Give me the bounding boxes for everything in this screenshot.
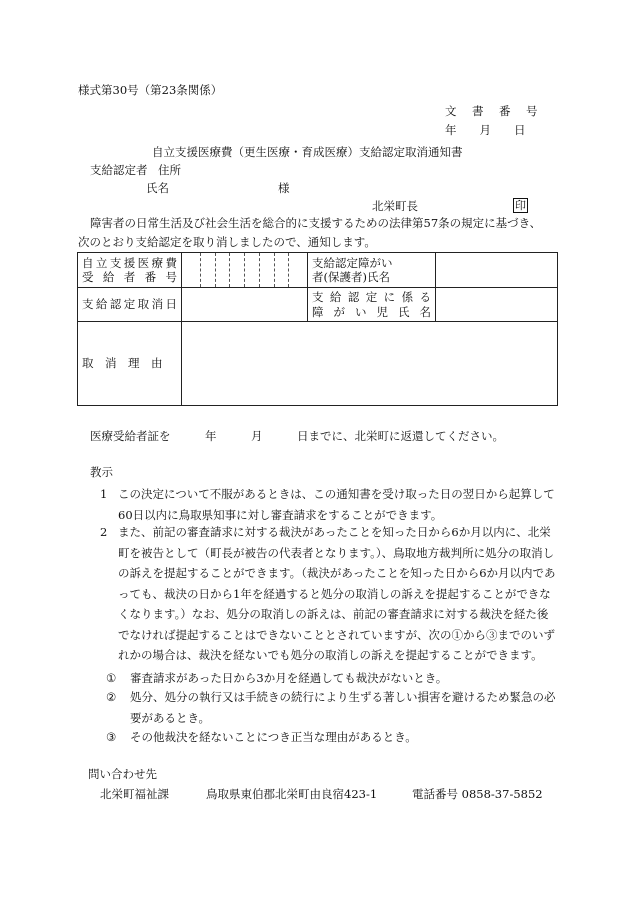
disabled-person-label-cell: [308, 253, 436, 288]
table-label-line: 受給者番号: [82, 270, 177, 284]
recipient-label: 支給認定者: [90, 163, 148, 177]
instruction-item-number: 2: [100, 525, 108, 539]
table-row: [78, 253, 558, 288]
recipient-number-label-cell: [78, 253, 182, 288]
instruction-heading: 教示: [90, 465, 113, 479]
seal-box: 印: [515, 199, 526, 212]
table-label-line: 者(保護者)氏名: [312, 270, 390, 284]
table-label-line: 支給認定障がい: [312, 255, 393, 270]
table-row: [78, 322, 558, 406]
disabled-person-name-field[interactable]: [436, 253, 558, 288]
instruction-item-1: この決定について不服があるときは、この通知書を受け取った日の翌日から起算して60日以内に鳥取県知事に対し審査請求をすることができます。: [118, 487, 555, 522]
digit-box: [289, 253, 303, 287]
intro-line-2: 次のとおり支給認定を取り消しましたので、通知します。: [78, 235, 376, 249]
digit-box: [201, 253, 216, 287]
form-id: 様式第30号（第23条関係）: [78, 83, 223, 97]
reason-label-cell: [78, 322, 182, 406]
instruction-item-2: また、前記の審査請求に対する裁決があったことを知った日から6か月以内に、北栄町を被告として（町長が被告の代表者となります。）、鳥取地方裁判所に処分の取消しの訴えを提起することができます。（裁決があったことを知った日から6か月以内であっても、裁決の日から1年を経過すると処分の取消しの訴えを提起することができなくなります。）なお、処分の取消しの訴えは、前記の審査請求に対する裁決を経た後でなければ提起することはできないこととされていますが、次の①から③までのいずれかの場合は、裁決を経ないでも処分の取消しの訴えを提起することができます。: [118, 525, 556, 662]
contact-department: 北栄町福祉課: [100, 787, 169, 801]
phone-number: 0858-37-5852: [461, 787, 543, 801]
sub-item-2: 処分、処分の執行又は手続きの続行により生ずる著しい損害を避けるため緊急の必要があるとき。: [130, 690, 556, 725]
sub-item-number: ②: [106, 690, 117, 704]
sub-item-1: 審査請求があった日から3か月を経過しても裁決がないとき。: [130, 671, 448, 685]
child-label-cell: [308, 288, 436, 322]
digit-box: [216, 253, 231, 287]
child-name-field[interactable]: [436, 288, 558, 322]
contact-phone: [412, 787, 543, 801]
reason-field[interactable]: [182, 322, 558, 406]
digit-boxes: [182, 253, 307, 287]
sub-item-3: その他裁決を経ないことにつき正当な理由があるとき。: [130, 730, 417, 744]
name-label: 氏名: [146, 181, 169, 195]
return-notice: 医療受給者証を 年 月 日までに、北栄町に返還してください。: [90, 429, 504, 443]
phone-label: 電話番号: [412, 787, 458, 801]
digit-box: [275, 253, 290, 287]
cancel-date-label-cell: [78, 288, 182, 322]
seal-mark: [513, 198, 528, 213]
contact-heading: 問い合わせ先: [88, 767, 157, 781]
intro-line-1: 障害者の日常生活及び社会生活を総合的に支援するための法律第57条の規定に基づき、: [90, 216, 542, 230]
certification-table: [77, 252, 558, 406]
address-label: 住所: [158, 163, 181, 177]
digit-box: [245, 253, 260, 287]
table-label-line: 取 消 理 由: [82, 356, 163, 371]
cancel-date-field[interactable]: [182, 288, 308, 322]
date-label: 年 月 日: [445, 123, 526, 137]
issuer-name: 北栄町長: [372, 199, 418, 213]
digit-box: [230, 253, 245, 287]
page-title: 自立支援医療費（更生医療・育成医療）支給認定取消通知書: [152, 145, 463, 159]
digit-box: [260, 253, 275, 287]
contact-address: 鳥取県東伯郡北栄町由良宿423-1: [206, 787, 378, 801]
sub-item-number: ③: [106, 730, 117, 744]
honorific: 様: [278, 181, 290, 195]
instruction-item-number: 1: [100, 487, 108, 501]
table-label-line: 支給認定に係る: [312, 290, 431, 305]
document-number-label: 文 書 番 号: [445, 104, 540, 118]
recipient-number-field[interactable]: [182, 253, 308, 288]
table-label-line: 自立支援医療費: [82, 255, 177, 270]
table-label-line: 支給認定取消日: [82, 297, 177, 312]
digit-box: [186, 253, 201, 287]
table-row: [78, 288, 558, 322]
sub-item-number: ①: [106, 671, 117, 685]
table-label-line: 障がい児氏名: [312, 304, 431, 319]
